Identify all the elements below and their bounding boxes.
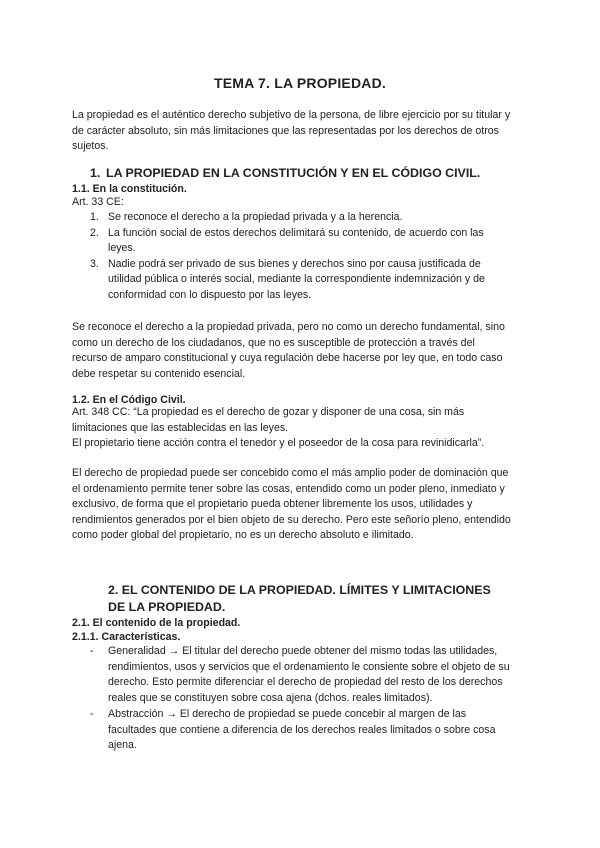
list-item-text: Nadie podrá ser privado de sus bienes y derechos sino por causa justificada de utilidad pública o interés social, mediante la correspondiente indemnización y de conformidad con lo dispuesto por las leyes.	[108, 257, 485, 301]
list-marker: 1.	[90, 211, 99, 223]
list-marker: -	[90, 645, 94, 657]
section-1-number: 1.	[90, 166, 101, 180]
article-33-list	[72, 210, 512, 303]
civil-code-paragraph: El derecho de propiedad puede ser concebido como el más amplio poder de dominación que el ordenamiento permite tener sobre las cosas, entendido como un poder pleno, inmediato y exclusivo, de forma que el propietario pueda obtener libremente los usos, utilidades y rendimientos generados por el bien objeto de su derecho. Pero este señorío pleno, entendido como poder global del propietario, no es un derecho absoluto e ilimitado.	[72, 467, 511, 541]
subsection-2-1-1-heading: 2.1.1. Características.	[72, 631, 181, 643]
intro-paragraph: La propiedad es el auténtico derecho subjetivo de la persona, de libre ejercicio por su titular y de carácter absoluto, sin más limitaciones que las representadas por los derechos de otros sujetos.	[72, 109, 511, 152]
list-item-text: La función social de estos derechos delimitará su contenido, de acuerdo con las leyes.	[108, 226, 484, 254]
list-marker: -	[90, 708, 94, 720]
subsection-1-1-heading: 1.1. En la constitución.	[72, 183, 187, 195]
article-348-line-1: Art. 348 CC: “La propiedad es el derecho de gozar y disponer de una cosa, sin más limitaciones que las establecidas en las leyes.	[72, 406, 465, 434]
document-title: TEMA 7. LA PROPIEDAD.	[214, 75, 386, 91]
section-1-heading	[90, 165, 510, 182]
section-1-title: LA PROPIEDAD EN LA CONSTITUCIÓN Y EN EL CÓDIGO CIVIL.	[106, 166, 481, 180]
list-item-text: Abstracción → El derecho de propiedad se puede concebir al margen de las facultades que contiene a diferencia de los derechos reales limitados o sobre cosa ajena.	[108, 708, 496, 751]
subsection-1-2-heading: 1.2. En el Código Civil.	[72, 394, 186, 406]
list-item	[72, 644, 512, 706]
characteristics-list	[72, 644, 512, 755]
section-2-heading: 2. EL CONTENIDO DE LA PROPIEDAD. LÍMITES Y LIMITACIONES DE LA PROPIEDAD.	[108, 583, 491, 614]
list-item-text: Generalidad → El titular del derecho puede obtener del mismo todas las utilidades, rendimientos, usos y servicios que el ordenamiento le consiente sobre el objeto de su derecho. Esto permite diferenciar el derecho de propiedad del resto de los derechos reales que se constituyen sobre cosa ajena (dchos. reales limitados).	[108, 645, 510, 704]
article-33-ce-label: Art. 33 CE:	[72, 196, 124, 208]
list-item	[72, 707, 512, 754]
list-item-text: Se reconoce el derecho a la propiedad privada y a la herencia.	[108, 211, 403, 223]
list-item	[72, 257, 512, 304]
list-item	[72, 210, 512, 226]
article-348-line-2: El propietario tiene acción contra el tenedor y el poseedor de la cosa para revinidicarla”.	[72, 437, 485, 449]
list-marker: 2.	[90, 226, 99, 239]
constitution-paragraph: Se reconoce el derecho a la propiedad privada, pero no como un derecho fundamental, sino como un derecho de los ciudadanos, que no es susceptible de protección a través del recurso de amparo constitucional y cuya regulación debe hacerse por ley que, en todo caso debe respetar su contenido esencial.	[72, 321, 505, 380]
list-marker: 3.	[90, 257, 99, 270]
article-348-quote	[72, 405, 512, 452]
list-item	[72, 226, 512, 257]
subsection-2-1-heading: 2.1. El contenido de la propiedad.	[72, 617, 241, 629]
